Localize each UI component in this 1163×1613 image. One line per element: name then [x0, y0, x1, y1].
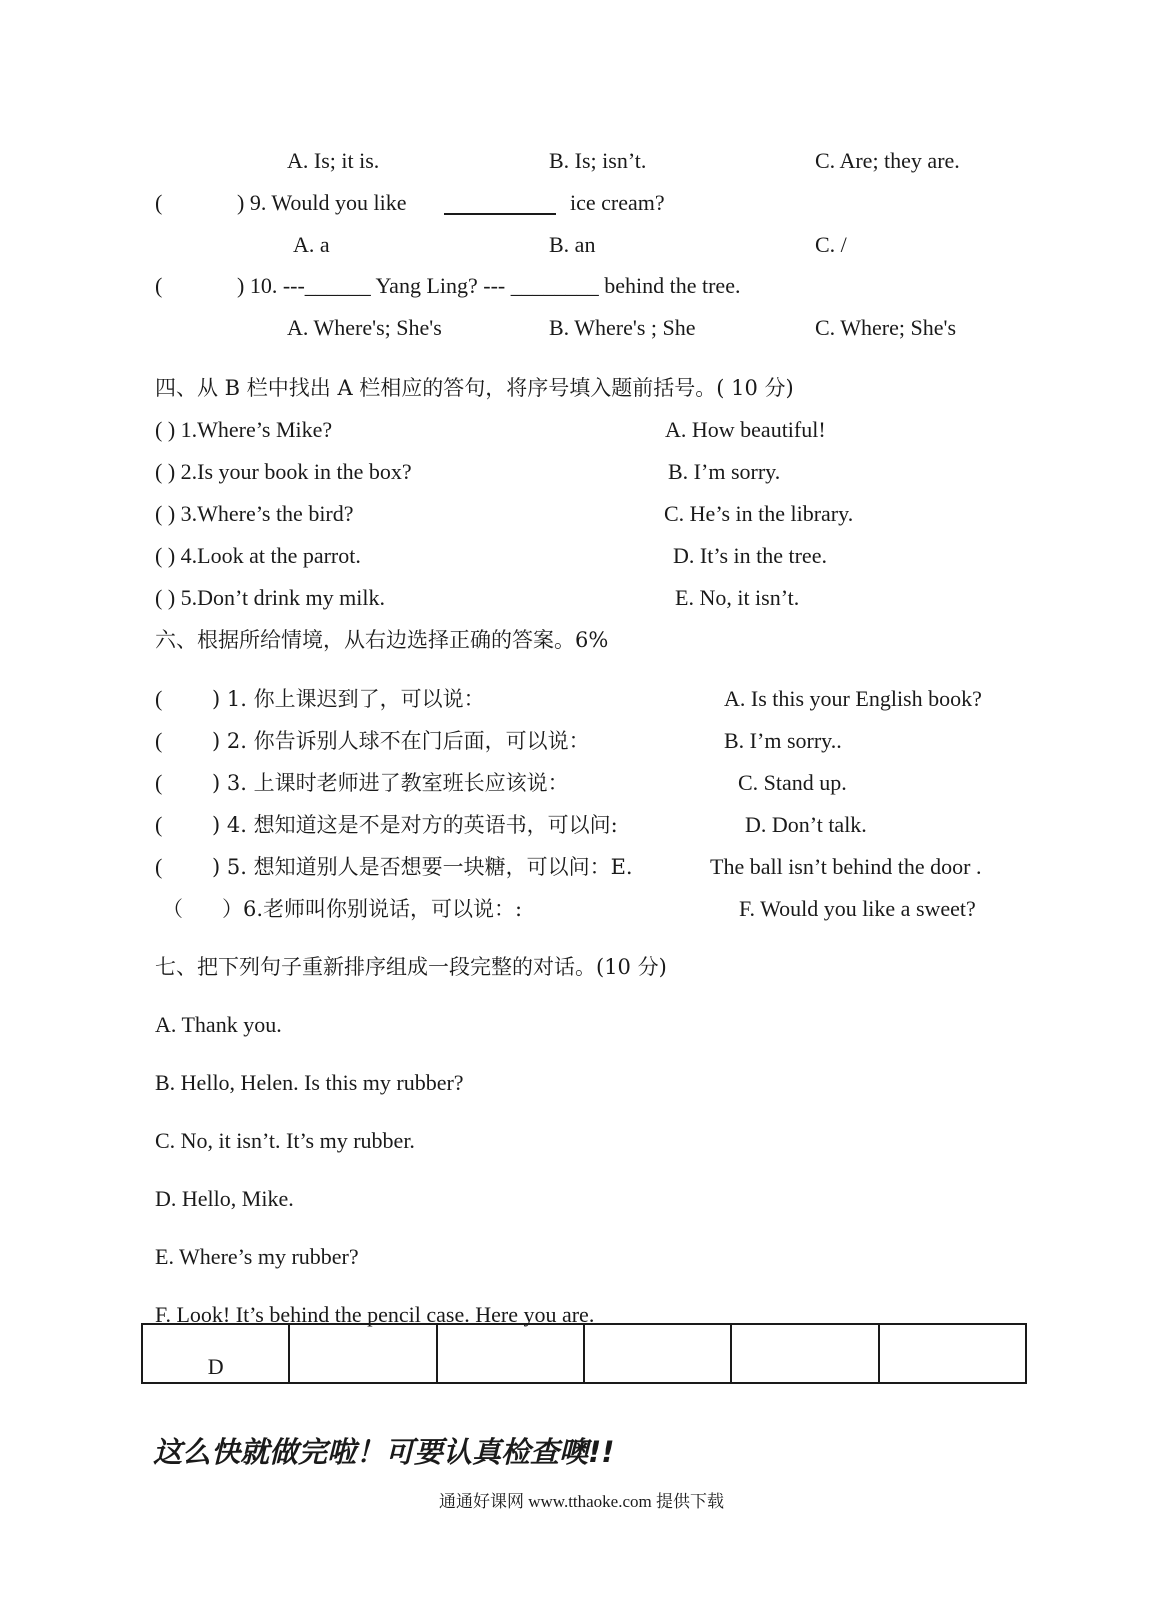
- q9-option-c: C. /: [815, 232, 847, 257]
- section6-item-3-answer: C. Stand up.: [738, 770, 847, 795]
- q10-option-a: A. Where's; She's: [287, 315, 442, 340]
- section6-item-6-situation: ）6.老师叫你别说话，可以说：:: [222, 897, 523, 921]
- section6-item-5-answer: The ball isn’t behind the door .: [710, 854, 982, 879]
- section4-item-3-question: ( ) 3.Where’s the bird?: [155, 501, 354, 526]
- section7-sentence-e: E. Where’s my rubber?: [155, 1244, 359, 1269]
- section4-item-2-question: ( ) 2.Is your book in the box?: [155, 459, 412, 484]
- q9-paren: (: [155, 190, 163, 215]
- answer-table: [141, 1323, 1027, 1384]
- section4-item-5-answer: E. No, it isn’t.: [675, 585, 800, 610]
- answer-cell-6[interactable]: [879, 1324, 1026, 1383]
- section7-sentence-a: A. Thank you.: [155, 1012, 282, 1037]
- section4-heading: 四、从 B 栏中找出 A 栏相应的答句，将序号填入题前括号。( 10 分): [155, 376, 794, 400]
- section6-item-4-paren: (: [155, 812, 163, 837]
- section6-item-1-answer: A. Is this your English book?: [724, 686, 982, 711]
- section6-item-5-paren: (: [155, 854, 163, 879]
- section4-item-5-question: ( ) 5.Don’t drink my milk.: [155, 585, 385, 610]
- section4-item-4-question: ( ) 4.Look at the parrot.: [155, 543, 361, 568]
- answer-cell-1[interactable]: D: [142, 1324, 289, 1383]
- section7-sentence-f: F. Look! It’s behind the pencil case. Here you are.: [155, 1302, 595, 1327]
- q10-question: ) 10. ---______ Yang Ling? --- ________ behind the tree.: [237, 273, 741, 298]
- section4-item-1-answer: A. How beautiful!: [665, 417, 826, 442]
- section7-sentence-c: C. No, it isn’t. It’s my rubber.: [155, 1128, 415, 1153]
- section7-heading: 七、把下列句子重新排序组成一段完整的对话。(10 分): [155, 955, 667, 979]
- section6-item-3-paren: (: [155, 770, 163, 795]
- q9-option-a: A. a: [293, 232, 330, 257]
- section4-item-3-answer: C. He’s in the library.: [664, 501, 854, 526]
- closing-note: 这么快就做完啦！可要认真检查噢!!: [153, 1435, 615, 1469]
- answer-cell-3[interactable]: [437, 1324, 584, 1383]
- q9-blank: [444, 213, 556, 215]
- section6-item-2-paren: (: [155, 728, 163, 753]
- section4-item-1-question: ( ) 1.Where’s Mike?: [155, 417, 333, 442]
- section6-item-3-situation: ) 3. 上课时老师进了教室班长应该说：: [212, 771, 569, 795]
- section7-sentence-d: D. Hello, Mike.: [155, 1186, 294, 1211]
- section6-item-4-answer: D. Don’t talk.: [745, 812, 867, 837]
- answer-cell-5[interactable]: [731, 1324, 878, 1383]
- answer-cell-4[interactable]: [584, 1324, 731, 1383]
- q8-option-c: C. Are; they are.: [815, 148, 960, 173]
- q9-question-end: ice cream?: [570, 190, 665, 215]
- section6-item-5-situation: ) 5. 想知道别人是否想要一块糖，可以问：E.: [212, 855, 633, 879]
- q9-option-b: B. an: [549, 232, 596, 257]
- q8-option-b: B. Is; isn’t.: [549, 148, 647, 173]
- section6-item-4-situation: ) 4. 想知道这是不是对方的英语书，可以问:: [212, 813, 618, 837]
- section6-item-1-paren: (: [155, 686, 163, 711]
- section6-item-6-answer: F. Would you like a sweet?: [739, 896, 976, 921]
- section4-item-4-answer: D. It’s in the tree.: [673, 543, 827, 568]
- source-line: 通通好课网 www.tthaoke.com 提供下载: [438, 1492, 725, 1511]
- q9-question: ) 9. Would you like: [237, 190, 407, 215]
- section4-item-2-answer: B. I’m sorry.: [668, 459, 781, 484]
- section6-item-6-paren: （: [162, 897, 183, 921]
- q8-option-a: A. Is; it is.: [287, 148, 380, 173]
- q10-option-c: C. Where; She's: [815, 315, 957, 340]
- answer-cell-2[interactable]: [289, 1324, 436, 1383]
- section6-item-1-situation: ) 1. 你上课迟到了，可以说：: [212, 687, 485, 711]
- section7-sentence-b: B. Hello, Helen. Is this my rubber?: [155, 1070, 464, 1095]
- section6-heading: 六、根据所给情境，从右边选择正确的答案。6%: [155, 628, 609, 652]
- q10-option-b: B. Where's ; She: [549, 315, 696, 340]
- section6-item-2-situation: ) 2. 你告诉别人球不在门后面，可以说：: [212, 729, 590, 753]
- section6-item-2-answer: B. I’m sorry..: [724, 728, 842, 753]
- q10-paren: (: [155, 273, 163, 298]
